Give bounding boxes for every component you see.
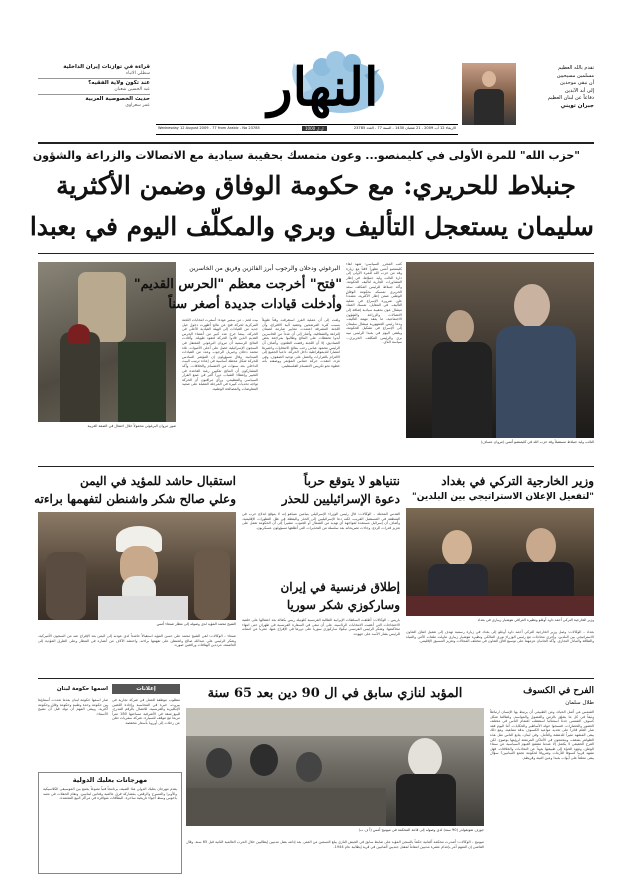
- main-kicker: "حزب الله" للمرة الأولى في كليمنصو... وعون متمسك بحقيبة سيادية مع الاتصالات والزراعة والشؤون: [32, 149, 580, 162]
- baalbek-box: [38, 772, 182, 874]
- newspaper-logo[interactable]: النهار: [267, 57, 379, 118]
- dateline-ar: الاربعاء 12 آب 2009 - 21 شعبان 1430 - السنة 77 - العدد 23785: [353, 126, 456, 130]
- main-body: كتب المحرر السياسي: شهد لقاء كليمنصو أمس تطوراً لافتاً مع زيارة وفد من حزب الله للمرة الأولى إلى دارة النائب وليد جنبلاط، في إطار المشاورات الجارية لتأليف الحكومة. وأكد جنبلاط للرئيس المكلف سعد الحريري تمسكه بحكومة الوفاق الوطني ضمن إطار الأكثرية، مشدداً على ضرورة الإسراع في عملية التأليف. في المقابل، تمسك العماد ميشال عون بحقيبة سيادية إضافة إلى الاتصالات والزراعة والشؤون الاجتماعية، ما يعقد مهمة التأليف. ودعا رئيس الجمهورية ميشال سليمان إلى الإسراع في تشكيل الحكومة، ويلتقي اليوم في بعبدا الرئيس نبيه بري والرئيس المكلف. الحريري... سياسة النأي.: [346, 262, 402, 345]
- divider: [38, 466, 594, 467]
- turkey-photo: [406, 508, 594, 616]
- ad-text: مطلوب موظفة للعمل في شركة تجارية في بيروت، خبرة في المحاسبة وإجادة اللغتين الإنكليزية والفرنسية. للاتصال بالرقم المدرج. للبيع شقة في الأشرفية مساحتها 180 متراً مربعاً مع موقف للسيارة. شركة سفريات تعلن عن رحلات إلى أوروبا بأسعار مخفضة.: [112, 698, 181, 725]
- france-headline-2[interactable]: وساركوزي شكر سوريا: [286, 598, 400, 612]
- netanyahu-headline-2[interactable]: دعوة الإسرائيليين للحذر: [281, 492, 400, 506]
- france-headline-1[interactable]: إطلاق فرنسية في إيران: [280, 580, 400, 594]
- yemen-photo-caption: الشيخ محمد المؤيد لدى وصوله إلى مطار صنعاء أمس: [156, 622, 236, 626]
- ad-label: إعلانات: [136, 686, 156, 692]
- dateline-en: Wednesday 12 August 2009 - 77 from Arabic - No 23785: [158, 126, 260, 130]
- jumblatt-photo-caption: النائب وليد جنبلاط مستقبلاً وفد حزب الله في كليمنصو أمس (مروان عساف): [480, 440, 594, 444]
- france-body: باريس – الوكالات: أطلقت السلطات الإيرانية الطالبة الفرنسية كلوتيلد ريس بكفالة بعد اعتقالها على خلفية الاحتجاجات التي أعقبت الانتخابات الرئاسية، على أن تبقى في السفارة الفرنسية في طهران حتى انتهاء محاكمتها. وشكر الرئيس الفرنسي نيكولا ساركوزي سوريا على دورها في الإفراج عنها، معرباً عن امتنانه للرئيس بشار الأسد على جهوده.: [242, 618, 400, 636]
- teaser-3-author: عمر سعراوي: [125, 103, 150, 108]
- baalbek-body: يقدم مهرجان بعلبك الدولي هذا الصيف برنامجاً فنياً متنوعاً يجمع بين الموسيقى الكلاسيكية والأوبرا والمسرح والرقص، بمشاركة فرق عالمية وفنانين لبنانيين. وتقام الحفلات في معبد باخوس وسط أجواء تاريخية ساحرة. البطاقات متوافرة في مراكز البيع المعتمدة.: [43, 787, 177, 801]
- teaser-2-author: عبد الحسين شعبان: [114, 87, 150, 92]
- fatah-body: بيت لحم – من سمير عودة: أسفرت انتخابات اللجنة المركزية لحركة فتح عن نتائج أظهرت دخول جيل جديد من القيادات إلى الهيئة القيادية الأعلى في الحركة، بينما خرج عدد كبير من أعضاء الحرس القديم الذين قادوا الحركة لعقود طويلة. وأفادت النتائج الرسمية أن مروان البرغوثي المعتقل في السجون الإسرائيلية حصل على أعلى الأصوات، تلاه محمد دحلان وجبريل الرجوب وعدد من القيادات الميدانية. وقال مسؤولون إن المؤتمر السادس للحركة شكل محطة أساسية في إعادة ترتيب البيت الداخلي بعد سنوات من الانقسام والخلافات. وأكد المشاركون أن النتائج تعكس رغبة القاعدة في التغيير وإعطاء الشباب دوراً أكبر في صنع القرار السياسي والتنظيمي. ورأى مراقبون أن الحركة تواجه تحديات كبيرة في المرحلة المقبلة على صعيد المفاوضات والمصالحة الوطنية.: [182, 318, 258, 391]
- teaser-1-author: سطلي الانباء: [125, 71, 150, 76]
- dateline-bar: [156, 124, 458, 135]
- courtroom-photo: [186, 708, 484, 826]
- divider: [38, 253, 594, 254]
- teaser-3-title[interactable]: حديث الخصوصية العربية: [85, 96, 150, 102]
- teaser-2-title[interactable]: عند تكون ولاية الفقيه؟: [88, 80, 150, 86]
- right-teaser: تقدم بالله العظيم مسلمين مسيحيين أن نبقى موحدين إلى أبد الآبدين دفاعاً عن لبنان العظيم جبران تويني: [547, 65, 594, 109]
- price-badge: 1000 ل.ل: [302, 126, 327, 131]
- divider: [38, 142, 594, 144]
- right-box-title[interactable]: الفرح في الكسوف: [523, 686, 594, 696]
- yemen-body: صنعاء – الوكالات: لقي الشيخ محمد علي حسن المؤيد استقبالاً حاشداً لدى عودته إلى اليمن بعد الإفراج عنه من السجون الأميركية، وشكر الرئيس علي عبدالله صالح واشنطن على تفهمها براءته. واحتشد الآلاف من أنصاره في المطار وعلى الطرق المؤدية إلى العاصمة، مرددين الهتافات ورافعين صوره.: [38, 634, 236, 648]
- fatah-headline-1[interactable]: "فتح" أخرجت معظم "الحرس القديم": [133, 277, 342, 292]
- masthead: [38, 57, 594, 137]
- right-box-author: طلال سلمان: [565, 700, 594, 706]
- divider: [38, 678, 594, 679]
- netanyahu-headline-1[interactable]: نتنياهو لا يتوقع حرباً: [303, 474, 400, 488]
- yemen-headline-1[interactable]: استقبال حاشد للمؤيد في اليمن: [79, 474, 236, 488]
- turkey-headline-2[interactable]: "لتفعيل الإعلان الاستراتيجي بين البلدين": [412, 492, 594, 502]
- yemen-headline-2[interactable]: وعلي صالح شكر واشنطن لتفهمها براءته: [34, 492, 236, 506]
- main-headline-1[interactable]: جنبلاط للحريري: مع حكومة الوفاق وضمن الأكثرية: [56, 171, 576, 200]
- main-headline-2[interactable]: سليمان يستعجل التأليف وبري والمكلّف اليوم في بعبدا: [29, 212, 594, 241]
- lebanon-box-body: صار اسمها حكومة لبنان بعدما تعددت أسماؤها بين حكومة وحدة وطنية وحكومة وفاق وحكومة أكثرية. ويبقى المهم أن تولد قبل أن تشيخ الأسماء.: [38, 698, 108, 716]
- turkey-headline-1[interactable]: وزير الخارجية التركي في بغداد: [441, 474, 594, 488]
- netanyahu-body: القدس المحتلة – الوكالات: قال رئيس الوزراء الإسرائيلي بنيامين نتنياهو إنه لا يتوقع اندلاع حرب في المنطقة في المستقبل القريب، لكنه دعا الإسرائيليين إلى الحذر واليقظة في ظل التطورات الإقليمية. وأضاف أن إسرائيل مستعدة لمواجهة أي تهديد من الشمال أو الجنوب، مشيراً إلى أن الحكومة تعمل على تعزيز قدرات الردع. وجاءت تصريحاته بعد سلسلة من التحذيرات التي أطلقها مسؤولون عسكريون.: [242, 512, 400, 530]
- fatah-photo-caption: صور مروان البرغوثي محمولاً خلال احتفال في الضفة الغربية: [87, 424, 176, 428]
- teaser-photo: [462, 63, 516, 125]
- jumblatt-photo: [406, 262, 594, 438]
- nazi-headline[interactable]: المؤبد لنازي سابق في ال 90 دين بعد 65 سنة: [207, 686, 463, 701]
- teaser-1-title[interactable]: قراءة في توازنات إيران الداخلية: [63, 64, 150, 70]
- right-box-body: الشمس هي أصل الحياة، ومن الطبيعي أن يرتبط بها الإنسان ارتباطاً وثيقاً في كل ما يتعلق بالزمن والفصول والمواسم. ولطالما شكل كسوف الشمس حدثاً استثنائياً استقطب اهتمام الناس في مختلف العصور والحضارات، فنسجوا حوله الأساطير والحكايات. أما اليوم فقد صار العلم قادراً على تحديد مواعيد الكسوف بدقة متناهية، ومع ذلك يبقى المشهد مثيراً للدهشة والتأمل. وفي لبنان، يتابع الناس مثل هذه الظواهر بشغف، ويتجمعون في الأماكن المرتفعة لرؤيتها بوضوح. لكن الفرح الحقيقي لا يكتمل إلا عندما تنقشع الغيوم السياسية عن سماء الوطن، وتعود الحياة إلى طبيعتها بعيداً عن التجاذبات والخلافات. فهل نشهد قريباً كسوفاً للأزمات وشروقاً لحكومة تجمع اللبنانيين؟ سؤال يبقى معلقاً على أبواب بعبدا وعين التينة وقريطم.: [490, 710, 594, 760]
- yemen-photo: [38, 512, 236, 620]
- baalbek-title[interactable]: مهرجانات بعلبك الدولية: [72, 776, 148, 784]
- fatah-kicker: البرغوثي ودحلان والرجوب أبرز الفائزين وفريق من الخاسرين: [189, 265, 340, 272]
- nazi-body: ميونيخ – الوكالات: أصدرت محكمة ألمانية حكماً بالسجن المؤبد على ضابط سابق في الجيش النازي يبلغ التسعين من العمر، بعد إدانته بقتل مدنيين إيطاليين خلال الحرب العالمية الثانية قبل 65 سنة. وقال القاضي إن المتهم أمر بإعدام عشرة مدنيين انتقاماً لمقتل جنديين ألمانيين في قرية إيطالية عام 1944.: [186, 840, 485, 849]
- left-teasers: [38, 63, 150, 133]
- fatah-body-2: ولفت إلى أن عملية الفرز استغرقت وقتاً طويلاً بسبب كثرة المرشحين وتعقيد آلية الاقتراع، وأن اللجنة المشرفة اعتمدت معايير صارمة لضمان النزاهة والشفافية. وأشار إلى أن عدداً من الخاسرين أبدوا تحفظات على النتائج وطالبوا بمراجعة بعض الصناديق، إلا أن اللجنة رفضت الطعون. وأضاف أن الرئيس محمود عباس رحب بنتائج الانتخابات واعتبرها انتصاراً للديموقراطية داخل الحركة، داعياً الجميع إلى الالتزام بالقرارات والعمل على توحيد الصفوف. وفي غزة، انتقدت حركة حماس المؤتمر ووصفته بأنه خطوة نحو تكريس الانقسام الفلسطيني.: [262, 318, 340, 368]
- turkey-body: بغداد – الوكالات: وصل وزير الخارجية التركي أحمد داود أوغلو إلى بغداد في زيارة رسمية تهدف إلى تفعيل اتفاق التعاون الاستراتيجي بين البلدين، وأجرى محادثات مع رئيس الوزراء نوري المالكي ونظيره هوشيار زيباري تناولت ملفات الأمن والمياه والطاقة والتبادل التجاري. وأكد الجانبان عزمهما على توسيع آفاق التعاون في مختلف المجالات وتعزيز التنسيق الإقليمي.: [406, 630, 594, 644]
- ad-label-box: [112, 684, 180, 694]
- fatah-headline-2[interactable]: وأدخلت قيادات جديدة أصغر سناً: [168, 297, 342, 312]
- turkey-photo-caption: وزير الخارجية التركي أحمد داود أوغلو ونظيره العراقي هوشيار زيباري في بغداد: [477, 618, 594, 622]
- lebanon-box-title[interactable]: اسمها حكومة لبنان: [56, 686, 108, 692]
- courtroom-photo-caption: جوزف شونغولدر (90 سنة) لدى وصوله إلى قاعة المحكمة في ميونيخ أمس (أ ف ب): [358, 828, 484, 832]
